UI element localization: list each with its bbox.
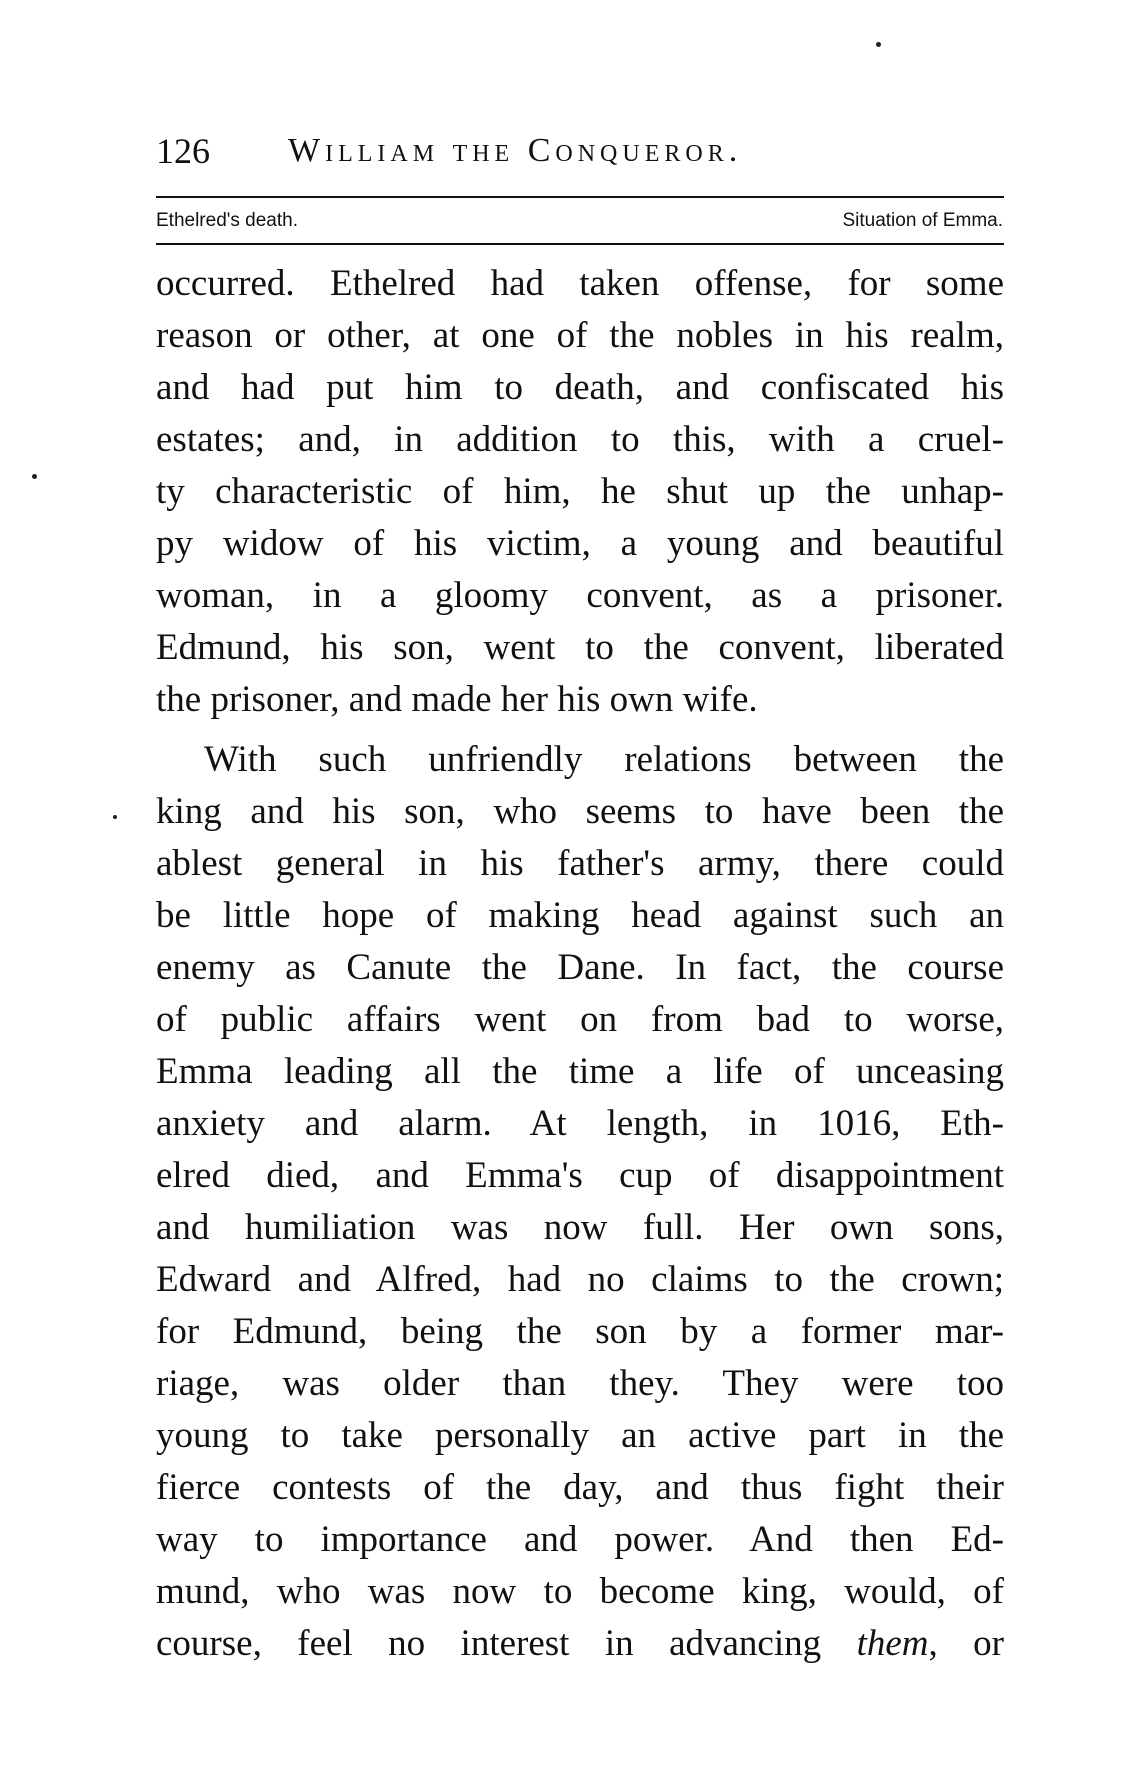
page-number: 126 — [156, 131, 210, 171]
paragraph-gap — [156, 726, 1004, 734]
text-line: enemy as Canute the Dane. In fact, the course — [156, 947, 1004, 988]
text-run: course, feel no interest in advancing — [156, 1623, 857, 1664]
text-line: fierce contests of the day, and thus fight their — [156, 1467, 1004, 1508]
text-line: way to importance and power. And then Ed- — [156, 1519, 1004, 1560]
text-line: mund, who was now to become king, would, of — [156, 1571, 1004, 1612]
text-line: the prisoner, and made her his own wife. — [156, 679, 758, 720]
text-line: ablest general in his father's army, there could — [156, 843, 1004, 884]
page-header — [156, 126, 1016, 176]
sidenote-left: Ethelred's death. — [156, 210, 298, 231]
text-line: occurred. Ethelred had taken offense, for some — [156, 263, 1004, 304]
header-rule-bottom — [156, 243, 1004, 245]
text-line: Edward and Alfred, had no claims to the crown; — [156, 1259, 1004, 1300]
text-line: estates; and, in addition to this, with a cruel- — [156, 419, 1004, 460]
running-title: William the Conqueror. — [288, 132, 743, 169]
text-line: for Edmund, being the son by a former mar- — [156, 1311, 1004, 1352]
text-line: king and his son, who seems to have been the — [156, 791, 1004, 832]
scan-speck — [113, 815, 117, 819]
scan-speck — [876, 42, 881, 47]
text-line: reason or other, at one of the nobles in his realm, — [156, 315, 1004, 356]
text-line: With such unfriendly relations between the — [204, 739, 1004, 780]
text-run: , or — [928, 1623, 1004, 1664]
text-line: anxiety and alarm. At length, in 1016, Eth- — [156, 1103, 1004, 1144]
sidenote-right: Situation of Emma. — [842, 210, 1003, 231]
header-rule-top — [156, 196, 1004, 198]
paragraph-2 — [156, 734, 1004, 1670]
text-line: and had put him to death, and confiscated his — [156, 367, 1004, 408]
text-line: of public affairs went on from bad to worse, — [156, 999, 1004, 1040]
text-line: and humiliation was now full. Her own sons, — [156, 1207, 1004, 1248]
scan-speck — [32, 474, 37, 479]
paragraph-1 — [156, 258, 1004, 726]
text-line-final — [156, 1618, 1004, 1670]
text-line: riage, was older than they. They were too — [156, 1363, 1004, 1404]
text-line: elred died, and Emma's cup of disappointment — [156, 1155, 1004, 1196]
text-line: Edmund, his son, went to the convent, liberated — [156, 627, 1004, 668]
emphasis-word: them — [856, 1623, 929, 1664]
text-line: young to take personally an active part in the — [156, 1415, 1004, 1456]
text-line: be little hope of making head against such an — [156, 895, 1004, 936]
text-line: woman, in a gloomy convent, as a prisoner. — [156, 575, 1004, 616]
text-line: py widow of his victim, a young and beautiful — [156, 523, 1004, 564]
text-line: ty characteristic of him, he shut up the unhap- — [156, 471, 1004, 512]
body-text — [156, 258, 1004, 1670]
text-line: Emma leading all the time a life of unceasing — [156, 1051, 1004, 1092]
